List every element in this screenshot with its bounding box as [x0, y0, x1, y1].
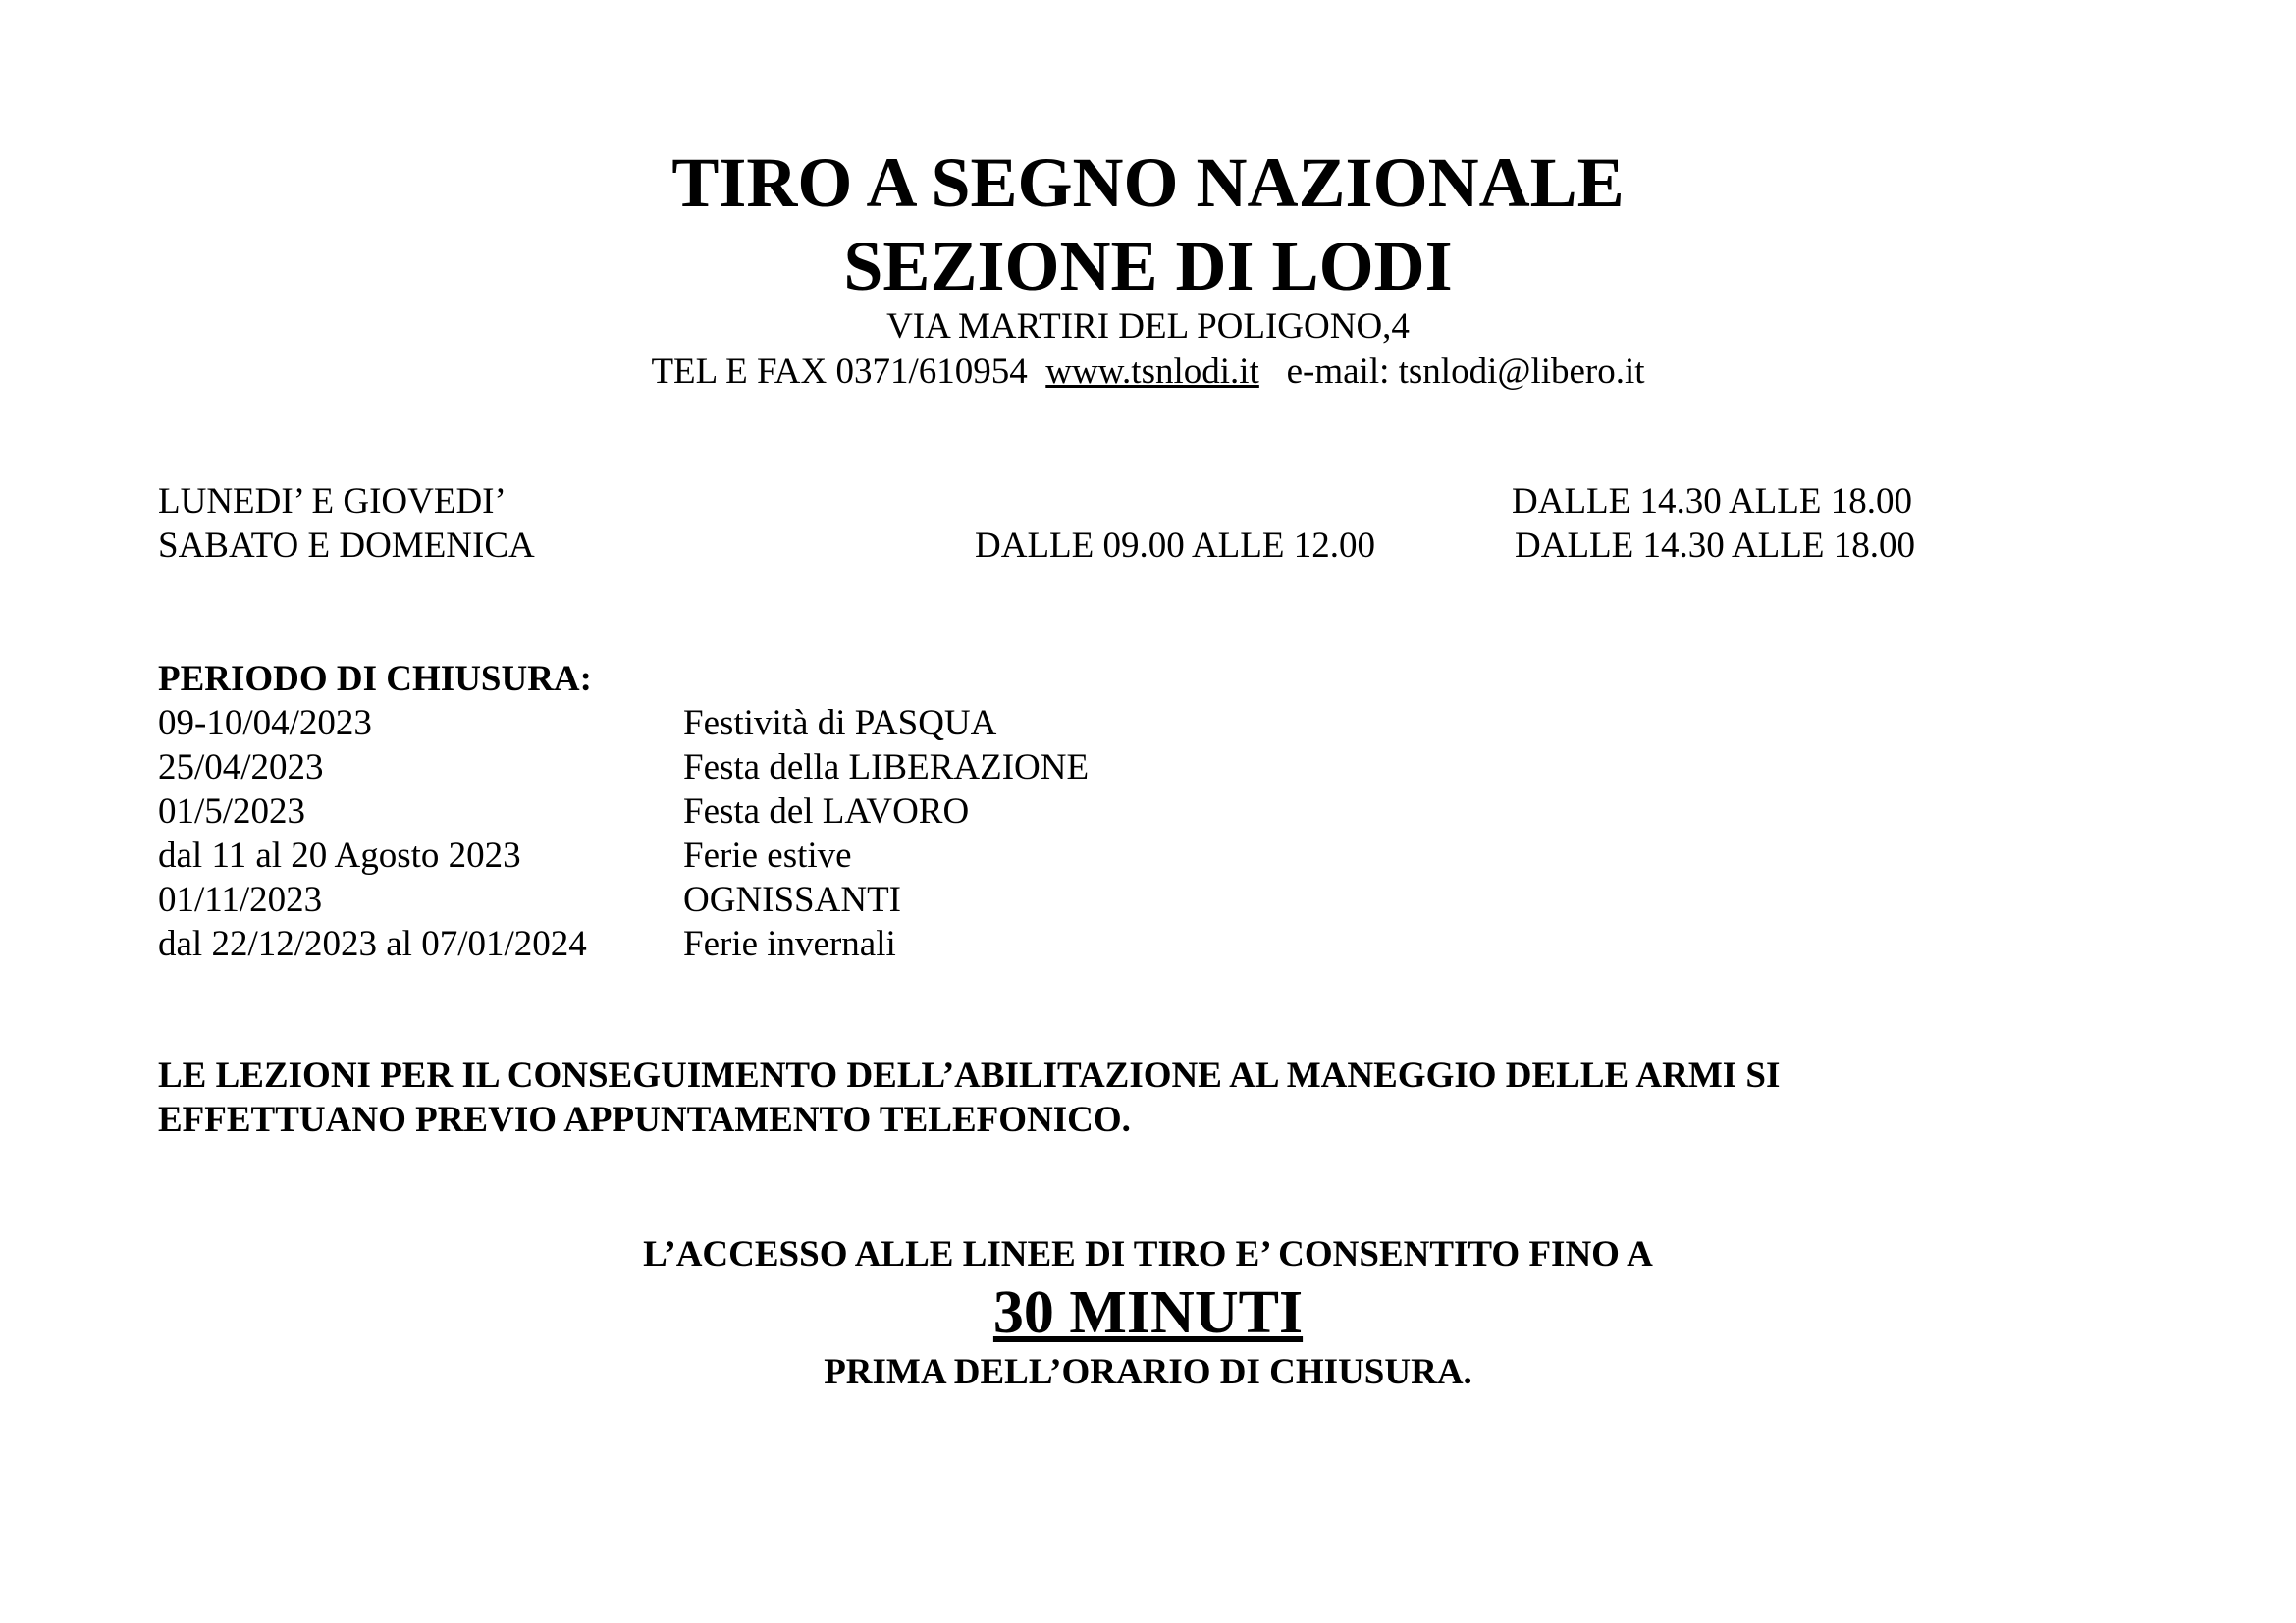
closures-heading: PERIODO DI CHIUSURA:: [158, 659, 592, 699]
closure-date: dal 11 al 20 Agosto 2023: [158, 836, 521, 876]
title-line-1: TIRO A SEGNO NAZIONALE: [671, 143, 1625, 222]
schedule-days-1: LUNEDI’ E GIOVEDI’: [158, 481, 507, 521]
closure-reason: OGNISSANTI: [683, 880, 901, 920]
closure-date: 25/04/2023: [158, 747, 324, 787]
access-line-2: PRIMA DELL’ORARIO DI CHIUSURA.: [824, 1352, 1472, 1392]
address: VIA MARTIRI DEL POLIGONO,4: [886, 306, 1410, 347]
schedule-afternoon-2: DALLE 14.30 ALLE 18.00: [1515, 525, 1915, 566]
closure-reason: Festa della LIBERAZIONE: [683, 747, 1090, 787]
closure-reason: Ferie invernali: [683, 924, 896, 964]
closure-reason: Festività di PASQUA: [683, 703, 997, 743]
email: e-mail: tsnlodi@libero.it: [1286, 352, 1645, 392]
access-line-1: L’ACCESSO ALLE LINEE DI TIRO E’ CONSENTITO FINO A: [643, 1234, 1653, 1274]
closure-reason: Ferie estive: [683, 836, 852, 876]
closure-reason: Festa del LAVORO: [683, 791, 970, 832]
closure-date: 09-10/04/2023: [158, 703, 372, 743]
title-line-2: SEZIONE DI LODI: [843, 227, 1453, 305]
contact-line: [0, 350, 2296, 395]
schedule-morning-2: DALLE 09.00 ALLE 12.00: [975, 525, 1375, 566]
website-link[interactable]: www.tsnlodi.it: [1045, 352, 1259, 392]
closure-date: 01/5/2023: [158, 791, 306, 832]
closure-date: 01/11/2023: [158, 880, 323, 920]
schedule-afternoon-1: DALLE 14.30 ALLE 18.00: [1512, 481, 1912, 521]
lessons-line-1: LE LEZIONI PER IL CONSEGUIMENTO DELL’ABILITAZIONE AL MANEGGIO DELLE ARMI SI: [158, 1055, 1781, 1096]
lessons-line-2: EFFETTUANO PREVIO APPUNTAMENTO TELEFONICO.: [158, 1100, 1131, 1140]
closure-date: dal 22/12/2023 al 07/01/2024: [158, 924, 587, 964]
schedule-days-2: SABATO E DOMENICA: [158, 525, 535, 566]
phone: TEL E FAX 0371/610954: [651, 352, 1028, 392]
access-highlight: 30 MINUTI: [992, 1279, 1304, 1346]
